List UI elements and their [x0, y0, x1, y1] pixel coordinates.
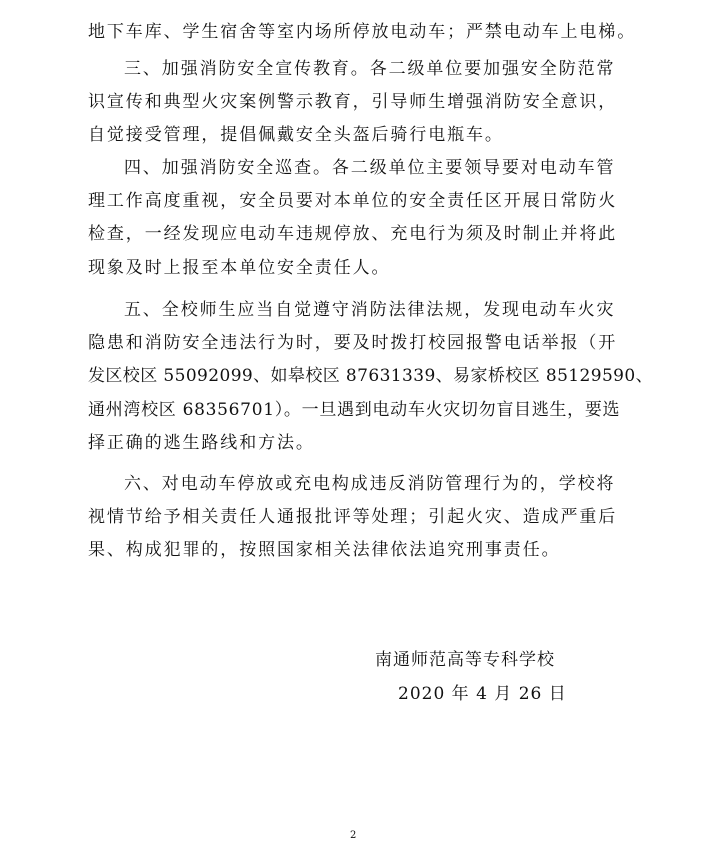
text-line: 通州湾校区 68356701）。一旦遇到电动车火灾切勿盲目逃生，要选 [88, 400, 621, 420]
text-line: 视情节给予相关责任人通报批评等处理；引起火灾、造成严重后 [88, 507, 618, 527]
text-line: 隐患和消防安全违法行为时，要及时拨打校园报警电话举报（开 [88, 333, 618, 353]
text-line: 自觉接受管理，提倡佩戴安全头盔后骑行电瓶车。 [88, 125, 504, 145]
text-line: 择正确的逃生路线和方法。 [88, 433, 315, 453]
text-line: 果、构成犯罪的，按照国家相关法律依法追究刑事责任。 [88, 540, 561, 560]
signature-organization: 南通师范高等专科学校 [375, 650, 555, 670]
page-number: 2 [350, 830, 357, 841]
text-line: 检查，一经发现应电动车违规停放、充电行为须及时制止并将此 [88, 224, 618, 244]
signature-date: 2020 年 4 月 26 日 [398, 684, 567, 704]
text-line: 三、加强消防安全宣传教育。各二级单位要加强安全防范常 [124, 59, 616, 79]
text-line: 发区校区 55092099、如皋校区 87631339、易家桥校区 85129590、 [88, 366, 653, 386]
text-line: 现象及时上报至本单位安全责任人。 [88, 258, 391, 278]
text-line: 地下车库、学生宿舍等室内场所停放电动车；严禁电动车上电梯。 [88, 22, 637, 42]
text-line: 理工作高度重视，安全员要对本单位的安全责任区开展日常防火 [88, 191, 618, 211]
text-line: 六、对电动车停放或充电构成违反消防管理行为的，学校将 [124, 474, 616, 494]
text-line: 五、全校师生应当自觉遵守消防法律法规，发现电动车火灾 [124, 300, 616, 320]
text-line: 识宣传和典型火灾案例警示教育，引导师生增强消防安全意识， [88, 92, 618, 112]
text-line: 四、加强消防安全巡查。各二级单位主要领导要对电动车管 [124, 158, 616, 178]
